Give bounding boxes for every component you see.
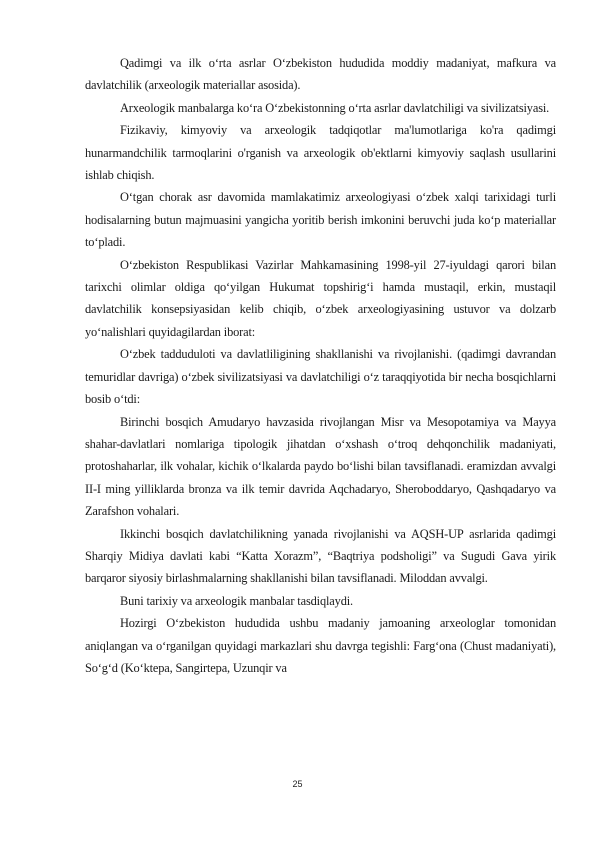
paragraph: O‘zbekiston Respublikasi Vazirlar Mahkamasining 1998-yil 27-iyuldagi qarori bilan tarixchi olimlar oldiga qo‘yilgan Hukumat topshirig‘i hamda mustaqil, erkin, mustaqil davlatchilik konsepsiyasidan kelib chiqib, o‘zbek arxeologiyasining ustuvor va dolzarb yo‘nalishlari quyidagilardan iborat:	[85, 257, 556, 339]
paragraph: Qadimgi va ilk o‘rta asrlar O‘zbekiston hududida moddiy madaniyat, mafkura va davlatchilik (arxeologik materiallar asosida).	[85, 56, 556, 93]
page-number: 25	[292, 779, 303, 789]
paragraph: Hozirgi O‘zbekiston hududida ushbu madaniy jamoaning arxeologlar tomonidan aniqlangan va o‘rganilgan quyidagi markazlari shu davrga tegishli: Farg‘ona (Chust madaniyati), So‘g‘d (Ko‘ktepa, Sangirtepa, Uzunqir va	[85, 616, 556, 675]
paragraph: O‘tgan chorak asr davomida mamlakatimiz arxeologiyasi o‘zbek xalqi tarixidagi turli hodisalarning butun majmuasini yangicha yoritib berish imkonini beruvchi juda ko‘p materiallar to‘pladi.	[85, 190, 556, 250]
paragraph: Arxeologik manbalarga ko‘ra O‘zbekistonning o‘rta asrlar davlatchiligi va sivilizatsiyasi.	[120, 100, 550, 115]
paragraph: Fizikaviy, kimyoviy va arxeologik tadqiqotlar ma'lumotlariga ko'ra qadimgi hunarmandchilik tarmoqlarini o'rganish va arxeologik ob'ektlarni kimyoviy saqlash usullarini ishlab chiqish.	[85, 123, 556, 183]
paragraph: Birinchi bosqich Amudaryo havzasida rivojlangan Misr va Mesopotamiya va Mayya shahar-davlatlari nomlariga tipologik jihatdan o‘xshash o‘troq dehqonchilik madaniyati, protoshaharlar, ilk vohalar, kichik o‘lkalarda paydo bo‘lishi bilan tavsiflanadi. eramizdan avvalgi II-I ming yilliklarda bronza va ilk temir davrida Aqchadaryo, Sheroboddaryo, Qashqadaryo va Zarafshon vohalari.	[85, 414, 556, 519]
page-body	[85, 52, 556, 679]
paragraph: O‘zbek tadduduloti va davlatliligining shakllanishi va rivojlanishi. (qadimgi davrandan temuridlar davriga) o‘zbek sivilizatsiyasi va davlatchiligi o‘z taraqqiyotida bir necha bosqichlarni bosib o‘tdi:	[85, 347, 556, 407]
paragraph: Ikkinchi bosqich davlatchilikning yanada rivojlanishi va AQSH-UP asrlarida qadimgi Sharqiy Midiya davlati kabi “Katta Xorazm”, “Baqtriya podsholigi” va Sugudi Gava yirik barqaror siyosiy birlashmalarning shakllanishi bilan tavsiflanadi. Miloddan avvalgi.	[85, 526, 556, 586]
paragraph: Buni tarixiy va arxeologik manbalar tasdiqlaydi.	[120, 593, 353, 608]
